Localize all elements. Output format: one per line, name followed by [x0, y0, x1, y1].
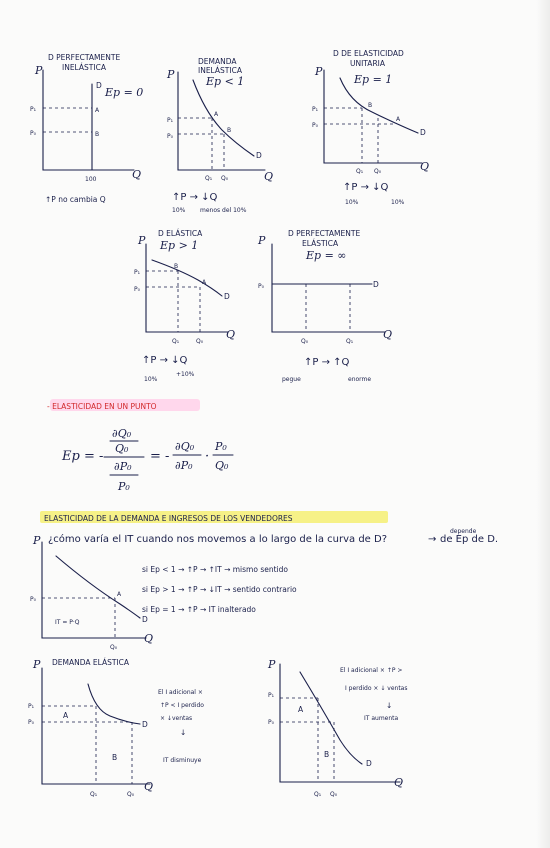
- graph-elastic: [134, 229, 235, 383]
- formula-den2: P₀: [118, 480, 130, 493]
- section1-title: - ELASTICIDAD EN UN PUNTO: [47, 402, 157, 411]
- graph2-d-label: D: [256, 151, 262, 160]
- graph5-ep: Ep = ∞: [306, 249, 347, 262]
- graph2-point-a: A: [214, 111, 219, 118]
- graph4-note3: +10%: [176, 371, 195, 378]
- graph6-p1-label: P₁: [28, 703, 35, 710]
- graph6-note3: × ↓ventas: [160, 715, 193, 722]
- formula-den3: ∂P₀: [175, 459, 193, 472]
- graph3-title2: UNITARIA: [350, 59, 385, 68]
- graph3-p0-label: P₀: [312, 122, 319, 129]
- formula-num4: P₀: [215, 440, 227, 453]
- graph4-point-a: A: [202, 279, 207, 286]
- graph1-q-axis-label: Q: [132, 168, 142, 181]
- graph3-point-a: A: [396, 116, 401, 123]
- formula-eq: = -: [150, 449, 170, 464]
- graph5-note3: enorme: [348, 376, 372, 383]
- graph2-note2: 10%: [172, 207, 186, 214]
- graph2-q-axis-label: Q: [264, 170, 274, 183]
- graph5-q0-label: Q₀: [301, 338, 309, 345]
- graph6-note4: ↓: [180, 728, 187, 737]
- section2-point-a: A: [117, 591, 122, 598]
- graph1-axes: [43, 70, 134, 170]
- graph3-q0-label: Q₀: [374, 168, 382, 175]
- graph3-note3: 10%: [391, 199, 405, 206]
- graph4-axes: [146, 244, 228, 332]
- graph3-d-label: D: [420, 128, 426, 137]
- graph7-q-axis-label: Q: [394, 776, 404, 789]
- graph6-note1: El I adicional ×: [158, 689, 203, 696]
- graph7-q1-label: Q₁: [314, 791, 322, 798]
- graph4-note1: ↑P → ↓Q: [142, 355, 188, 366]
- graph4-d-label: D: [224, 292, 230, 301]
- section2-demand-curve: [56, 556, 140, 618]
- section-revenue: [30, 511, 498, 651]
- graph3-ep: Ep = 1: [354, 73, 393, 86]
- formula-num1: ∂Q₀: [112, 427, 132, 440]
- graph1-p1-label: P₁: [30, 106, 37, 113]
- graph7-note2: I perdido × ↓ ventas: [345, 685, 408, 692]
- graph3-point-b: B: [368, 102, 373, 109]
- section2-depende2: de Ep de D.: [440, 534, 499, 545]
- graph5-q-axis-label: Q: [383, 328, 393, 341]
- graph1-p0-label: P₀: [30, 130, 37, 137]
- graph-inelastic-revenue: [267, 658, 407, 798]
- graph6-area-b: B: [112, 753, 118, 762]
- graph4-q1-label: Q₁: [172, 338, 180, 345]
- formula-den4: Q₀: [215, 459, 229, 472]
- graph3-title1: D DE ELASTICIDAD: [333, 49, 404, 58]
- graph1-d-label: D: [96, 81, 102, 90]
- graph1-note: ↑P no cambia Q: [45, 195, 106, 204]
- graph7-d-label: D: [366, 759, 372, 768]
- graph-unitary: [312, 49, 429, 206]
- graph1-point-a: A: [95, 107, 100, 114]
- graph7-axes: [280, 664, 403, 782]
- graph3-note2: 10%: [345, 199, 359, 206]
- section2-question: ¿cómo varía el IT cuando nos movemos a lo largo de la curva de D?: [48, 534, 388, 545]
- graph6-q0-label: Q₀: [127, 791, 135, 798]
- graph2-p0-label: P₀: [167, 133, 174, 140]
- section2-title: ELASTICIDAD DE LA DEMANDA E INGRESOS DE LOS VENDEDORES: [44, 514, 293, 523]
- graph1-title1: D PERFECTAMENTE: [48, 53, 121, 62]
- graph2-note1: ↑P → ↓Q: [172, 192, 218, 203]
- graph6-d-label: D: [142, 720, 148, 729]
- graph5-title1: D PERFECTAMENTE: [288, 229, 361, 238]
- formula-dot: ·: [205, 449, 210, 464]
- graph6-q-axis-label: Q: [144, 780, 154, 793]
- graph6-note5: IT disminuye: [163, 757, 202, 764]
- section2-depende: depende: [450, 528, 477, 535]
- graph1-ep: Ep = 0: [105, 86, 144, 99]
- graph3-p1-label: P₁: [312, 106, 319, 113]
- formula-den1: Q₀: [115, 442, 129, 455]
- graph6-p-axis-label: P: [33, 658, 41, 671]
- graph7-p-axis-label: P: [268, 658, 276, 671]
- graph5-note2: pegue: [282, 376, 301, 383]
- graph1-point-b: B: [95, 131, 100, 138]
- graph2-title2: INELÁSTICA: [198, 66, 242, 75]
- graph4-point-b: B: [174, 263, 179, 270]
- graph7-q0-label: Q₀: [330, 791, 338, 798]
- graph3-q-axis-label: Q: [420, 160, 430, 173]
- section2-arrow: →: [428, 534, 437, 545]
- graph-elastic-revenue: [28, 658, 204, 798]
- graph3-note1: ↑P → ↓Q: [343, 182, 389, 193]
- graph-perfectly-elastic: [257, 229, 392, 383]
- rule-unitary: si Ep = 1 → ↑P → IT inalterado: [142, 605, 256, 614]
- graph7-note3: ↓: [386, 701, 393, 710]
- section-point-elasticity: [47, 399, 233, 493]
- graph5-q1-label: Q₁: [346, 338, 354, 345]
- graph6-title: DEMANDA ELÁSTICA: [52, 658, 130, 667]
- section2-d-label: D: [142, 615, 148, 624]
- graph7-note4: IT aumenta: [364, 715, 399, 722]
- graph7-area-b: B: [324, 750, 330, 759]
- section2-p0-label: P₀: [30, 596, 37, 603]
- graph4-p1-label: P₁: [134, 269, 141, 276]
- graph2-p-axis-label: P: [167, 68, 175, 81]
- graph6-p0-label: P₀: [28, 719, 35, 726]
- graph2-title1: DEMANDA: [198, 57, 237, 66]
- graph4-note2: 10%: [144, 376, 158, 383]
- graph4-q0-label: Q₀: [196, 338, 204, 345]
- graph6-q1-label: Q₁: [90, 791, 98, 798]
- graph3-demand-curve: [340, 78, 418, 133]
- rule-inelastic: si Ep < 1 → ↑P → ↑IT → mismo sentido: [142, 565, 288, 574]
- section2-it-label: IT = P·Q: [55, 619, 80, 626]
- graph4-p0-label: P₀: [134, 286, 141, 293]
- graph2-q0-label: Q₀: [221, 175, 229, 182]
- graph1-q-value: 100: [85, 176, 97, 183]
- graph-perfectly-inelastic: [30, 53, 143, 204]
- graph6-note2: ↑P < I perdido: [160, 702, 204, 709]
- graph7-p1-label: P₁: [268, 692, 275, 699]
- graph1-p-axis-label: P: [35, 64, 43, 77]
- graph7-area-a: A: [298, 705, 304, 714]
- formula-num2: ∂P₀: [114, 460, 132, 473]
- formula-num3: ∂Q₀: [175, 440, 195, 453]
- graph4-title1: D ELÁSTICA: [158, 229, 203, 238]
- graph4-p-axis-label: P: [138, 234, 146, 247]
- section2-q0-label: Q₀: [110, 644, 118, 651]
- graph5-p-axis-label: P: [258, 234, 266, 247]
- graph4-q-axis-label: Q: [226, 328, 236, 341]
- graph2-point-b: B: [227, 127, 232, 134]
- graph5-d-label: D: [373, 280, 379, 289]
- graph7-p0-label: P₀: [268, 719, 275, 726]
- graph3-q1-label: Q₁: [356, 168, 364, 175]
- graph3-p-axis-label: P: [315, 65, 323, 78]
- graph5-title2: ELÁSTICA: [302, 239, 339, 248]
- section2-p-axis-label: P: [33, 534, 41, 547]
- graph5-p0-label: P₀: [258, 283, 265, 290]
- graph2-q1-label: Q₁: [205, 175, 213, 182]
- graph6-area-a: A: [63, 711, 69, 720]
- graph4-ep: Ep > 1: [160, 239, 199, 252]
- graph7-note1: El I adicional × ↑P >: [340, 667, 403, 674]
- graph2-p1-label: P₁: [167, 117, 174, 124]
- section2-q-axis-label: Q: [144, 632, 154, 645]
- graph5-note1: ↑P → ↑Q: [304, 357, 350, 368]
- graph-inelastic: [166, 57, 273, 214]
- rule-elastic: si Ep > 1 → ↑P → ↓IT → sentido contrario: [142, 585, 297, 594]
- graph4-demand-curve: [152, 260, 222, 296]
- graph1-title2: INELÁSTICA: [62, 63, 106, 72]
- formula-lhs: Ep = -: [62, 449, 104, 464]
- graph2-ep: Ep < 1: [206, 75, 245, 88]
- graph2-note3: menos del 10%: [200, 207, 247, 214]
